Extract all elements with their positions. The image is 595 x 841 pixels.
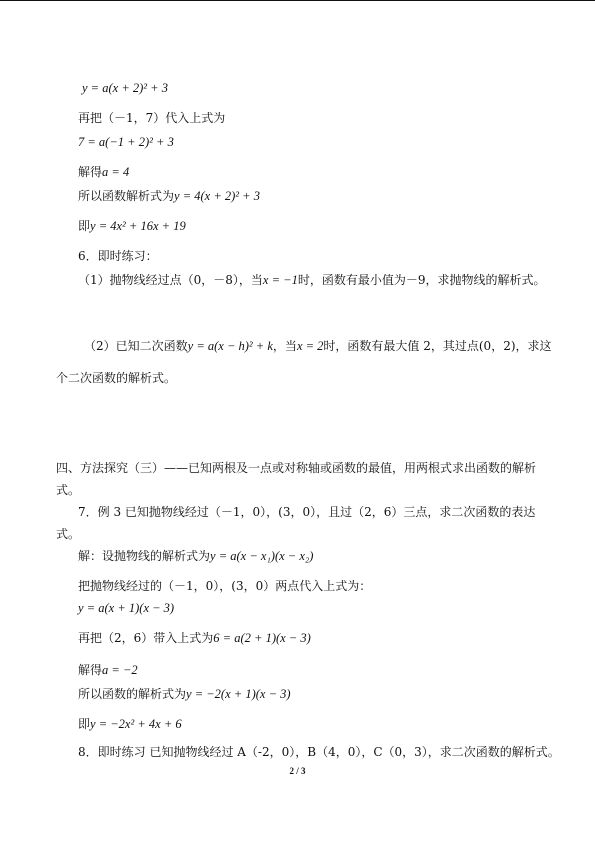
solution-line-substitute-roots	[78, 578, 371, 594]
text: 四、方法探究（三）——已知两根及一点或对称轴或函数的最值，用两根式求出函数的解析	[56, 461, 537, 475]
formula: x = −1	[262, 273, 298, 287]
formula: 6 = a(2 + 1)(x − 3)	[213, 631, 311, 645]
formula: y = −2(x + 1)(x − 3)	[186, 687, 291, 701]
text: 8．即时练习 已知抛物线经过 A（-2，0），B（4，0），C（0，3），求二次函数的解析式。	[78, 745, 560, 759]
top-border-rule	[0, 0, 595, 1]
solution-line-function-expression	[78, 686, 291, 702]
text: 个二次函数的解析式。	[56, 371, 177, 385]
formula: x = 2	[296, 339, 324, 353]
formula: a = 4	[102, 165, 130, 179]
section-heading-practice-6	[78, 248, 158, 264]
formula: y = a(x − h)² + k	[187, 339, 273, 353]
formula: y = a(x + 2)² + 3	[82, 81, 168, 95]
text: 7．例 3 已知抛物线经过（－1，0），(3，0），且过（2，6）三点，求二次函数的表达	[78, 505, 536, 519]
solution-line-assume-form	[78, 548, 313, 564]
formula-line-vertex-form	[82, 80, 168, 96]
text: 即	[78, 219, 91, 233]
text-line-expanded-expression	[78, 218, 186, 234]
formula: y = 4(x + 2)² + 3	[174, 189, 260, 203]
text: （2）已知二次函数	[84, 339, 188, 353]
text: 时，函数有最小值为－9，求抛物线的解析式。	[297, 273, 546, 287]
solution-line-substitute-point	[78, 630, 311, 646]
exercise-line-2	[84, 338, 552, 354]
text: 所以函数的解析式为	[78, 687, 187, 701]
exercise-line-1	[78, 272, 545, 288]
text: 即	[78, 717, 91, 731]
text-line-solve-a	[78, 164, 129, 180]
text: ，当	[272, 339, 297, 353]
page-number: 2 / 3	[289, 766, 306, 776]
text: 解得	[78, 663, 103, 677]
text: 再把（－1，7）代入上式为	[78, 111, 226, 125]
text-line-function-expression	[78, 188, 260, 204]
text-line-substitute-point	[78, 110, 225, 126]
formula-line-substituted	[78, 134, 174, 150]
text: 式。	[56, 527, 81, 541]
formula: y = a(x + 1)(x − 3)	[78, 601, 175, 615]
exercise-line-2-continued	[56, 370, 176, 386]
formula: y = a(x − x₁)(x − x₂)	[210, 549, 314, 563]
formula: y = −2x² + 4x + 6	[90, 717, 182, 731]
text: 解：设抛物线的解析式为	[78, 549, 211, 563]
text: 所以函数解析式为	[78, 189, 175, 203]
practice-8-line	[78, 744, 560, 760]
text: 把抛物线经过的（－1，0），(3，0）两点代入上式为：	[78, 579, 372, 593]
text: 式。	[56, 483, 81, 497]
text: 再把（2，6）带入上式为	[78, 631, 214, 645]
formula: 7 = a(−1 + 2)² + 3	[78, 135, 174, 149]
solution-line-expanded-expression	[78, 716, 182, 732]
text: 时，函数有最大值 2，其过点(0，2)，求这	[323, 339, 552, 353]
formula-line-root-form	[78, 600, 174, 616]
text: 解得	[78, 165, 103, 179]
section-heading-method-3	[56, 460, 536, 476]
example-3-line	[78, 504, 535, 520]
text: 6．即时练习：	[78, 249, 158, 263]
solution-line-solve-a	[78, 662, 138, 678]
text: （1）抛物线经过点（0，－8），当	[78, 273, 263, 287]
section-heading-method-3-continued	[56, 482, 80, 498]
formula: y = 4x² + 16x + 19	[90, 219, 186, 233]
example-3-line-continued	[56, 526, 80, 542]
formula: a = −2	[102, 663, 138, 677]
